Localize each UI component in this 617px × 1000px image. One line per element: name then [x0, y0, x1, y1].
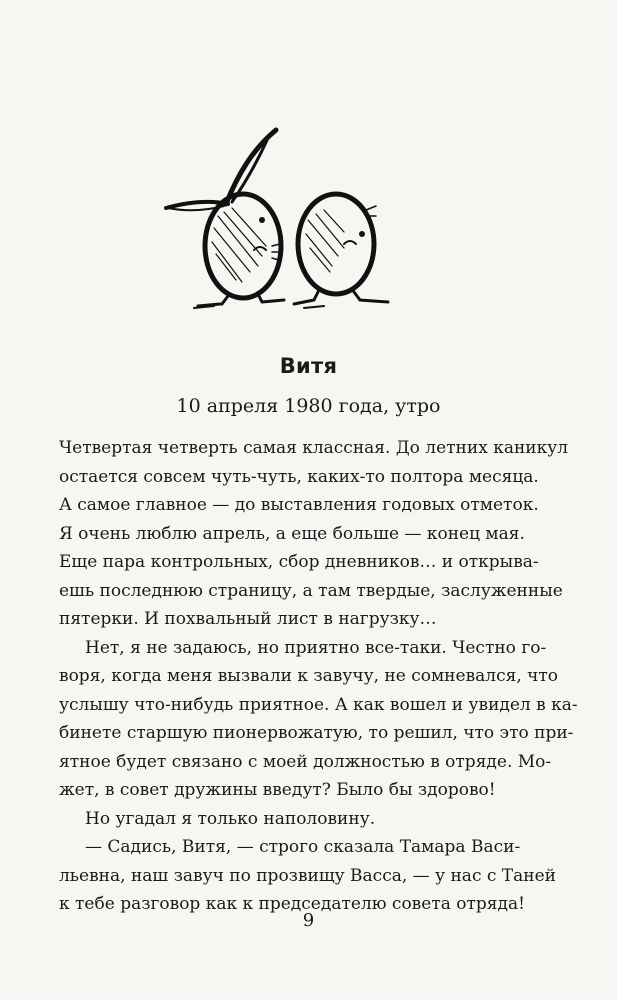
chapter-title: Витя [279, 354, 338, 378]
text-line: к тебе разговор как к председателю совета отряда! [59, 894, 525, 914]
text-line: Четвертая четверть самая классная. До летних каникул [59, 438, 569, 458]
text-line: — Садись, Витя, — строго сказала Тамара Васи- [85, 837, 521, 857]
text-line: льевна, наш завуч по прозвищу Васса, — у нас с Таней [59, 865, 556, 886]
text-line: Но угадал я только наполовину. [85, 808, 376, 829]
text-line: ешь последнюю страницу, а там твердые, заслуженные [59, 580, 563, 601]
text-line: услышу что-нибудь приятное. А как вошел и увидел в ка- [59, 694, 578, 715]
text-line: бинете старшую пионервожатую, то решил, что это при- [59, 723, 574, 743]
text-line: воря, когда меня вызвали к завучу, не сомневался, что [59, 666, 559, 686]
page-number: 9 [302, 910, 315, 931]
body-text [59, 434, 578, 919]
text-line: Нет, я не задаюсь, но приятно все-таки. Честно го- [85, 637, 547, 658]
text-line: остается совсем чуть-чуть, каких-то полтора месяца. [59, 466, 539, 487]
text-line: жет, в совет дружины введут? Было бы здорово! [59, 780, 496, 800]
text-line: ятное будет связано с моей должностью в отряде. Мо- [59, 751, 552, 772]
two-characters-illustration [158, 124, 408, 314]
text-line: Я очень люблю апрель, а еще больше — конец мая. [59, 523, 525, 544]
text-line: А самое главное — до выставления годовых отметок. [59, 495, 539, 515]
text-line: пятерки. И похвальный лист в нагрузку… [59, 609, 437, 629]
chapter-date: 10 апреля 1980 года, утро [176, 395, 441, 417]
text-line: Еще пара контрольных, сбор дневников… и открыва- [59, 552, 539, 572]
